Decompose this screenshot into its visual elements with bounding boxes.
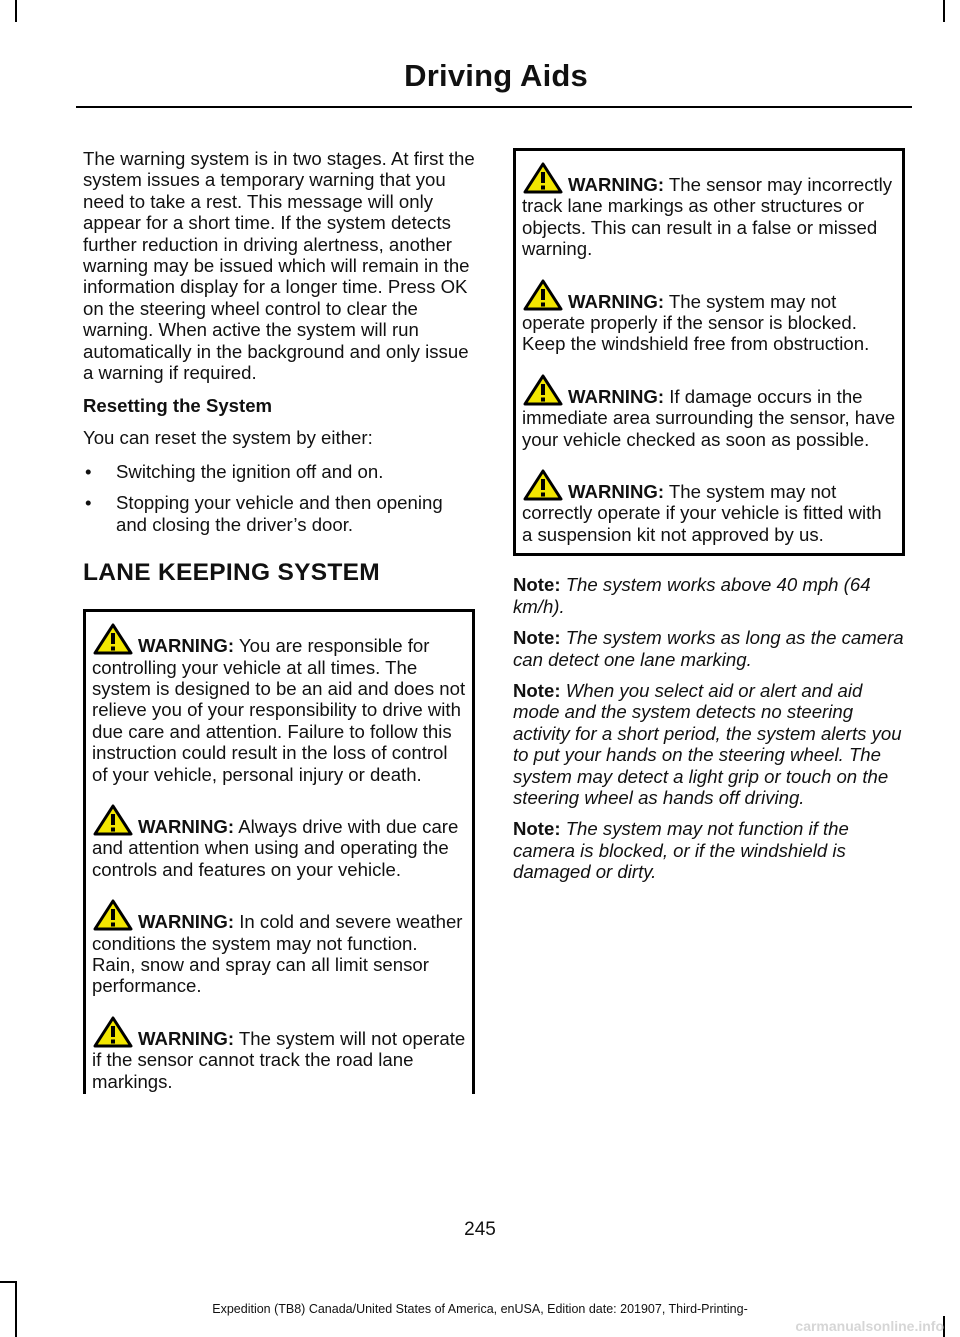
- crop-mark-top-left: [15, 0, 17, 22]
- bullet-dot: •: [85, 460, 92, 482]
- header-rule: [76, 106, 912, 108]
- warning-triangle-icon: [92, 622, 134, 656]
- left-column: [83, 148, 475, 1094]
- warning-triangle-icon: [92, 803, 134, 837]
- watermark: carmanualsonline.info: [795, 1318, 944, 1334]
- note-item: Note: The system may not function if the camera is blocked, or if the windshield is damaged or dirty.: [513, 818, 849, 883]
- warning-triangle-icon: [92, 1015, 134, 1049]
- warning-triangle-icon: [522, 161, 564, 195]
- warning-item: WARNING: The system will not operate if the sensor cannot track the road lane markings.: [92, 1015, 466, 1092]
- warning-item: WARNING: The system may not correctly operate if your vehicle is fitted with a suspension kit not approved by us.: [522, 468, 896, 545]
- warning-box-right: [513, 148, 905, 556]
- warning-item: WARNING: If damage occurs in the immediate area surrounding the sensor, have your vehicle checked as soon as possible.: [522, 373, 896, 450]
- reset-list: [83, 461, 475, 535]
- crop-mark-bottom-left-h: [0, 1281, 17, 1283]
- note-item: Note: The system works above 40 mph (64 km/h).: [513, 574, 871, 617]
- note-item: Note: The system works as long as the camera can detect one lane marking.: [513, 627, 904, 670]
- page-number: 245: [464, 1219, 496, 1240]
- warning-box-left: [83, 609, 475, 1094]
- warning-item: WARNING: You are responsible for controlling your vehicle at all times. The system is designed to be an aid and does not relieve you of your responsibility to drive with due care and attention. Failure to follow this instruction could result in the loss of control of your vehicle, personal injury or death.: [92, 622, 466, 785]
- intro-paragraph: The warning system is in two stages. At first the system issues a temporary warning that you need to take a rest. This message will only appear for a short time. If the system detects further reduction in driving alertness, another warning may be issued which will remain in the information display for a longer time. Press OK on the steering wheel control to clear the warning. When active the system will run automatically in the background and only issue a warning if required.: [83, 148, 475, 384]
- section-title: LANE KEEPING SYSTEM: [83, 559, 381, 587]
- note-item: Note: When you select aid or alert and aid mode and the system detects no steering activity for a short period, the system alerts you to put your hands on the steering wheel. The system may detect a light grip or touch on the steering wheel as hands off driving.: [513, 679, 902, 808]
- warning-item: WARNING: Always drive with due care and attention when using and operating the controls and features on your vehicle.: [92, 803, 466, 880]
- page-title: Driving Aids: [404, 58, 588, 93]
- warning-item: WARNING: The system may not operate properly if the sensor is blocked. Keep the windshield free from obstruction.: [522, 278, 896, 355]
- bullet-dot: •: [85, 492, 92, 514]
- warning-triangle-icon: [522, 373, 564, 407]
- right-column: [513, 148, 905, 893]
- resetting-subheading: Resetting the System: [83, 395, 273, 417]
- list-item: • Stopping your vehicle and then opening and closing the driver’s door.: [85, 492, 443, 535]
- reset-intro: You can reset the system by either:: [83, 427, 373, 449]
- warning-item: WARNING: The sensor may incorrectly track lane markings as other structures or objects. This can result in a false or missed warning.: [522, 161, 896, 260]
- warning-item: WARNING: In cold and severe weather conditions the system may not function. Rain, snow and spray can all limit sensor performance.: [92, 898, 466, 997]
- footer-edition: Expedition (TB8) Canada/United States of America, enUSA, Edition date: 201907, Third-Printing-: [212, 1302, 748, 1316]
- crop-mark-top-right: [943, 0, 945, 22]
- warning-triangle-icon: [522, 468, 564, 502]
- list-item: • Switching the ignition off and on.: [85, 460, 384, 482]
- warning-triangle-icon: [522, 278, 564, 312]
- warning-triangle-icon: [92, 898, 134, 932]
